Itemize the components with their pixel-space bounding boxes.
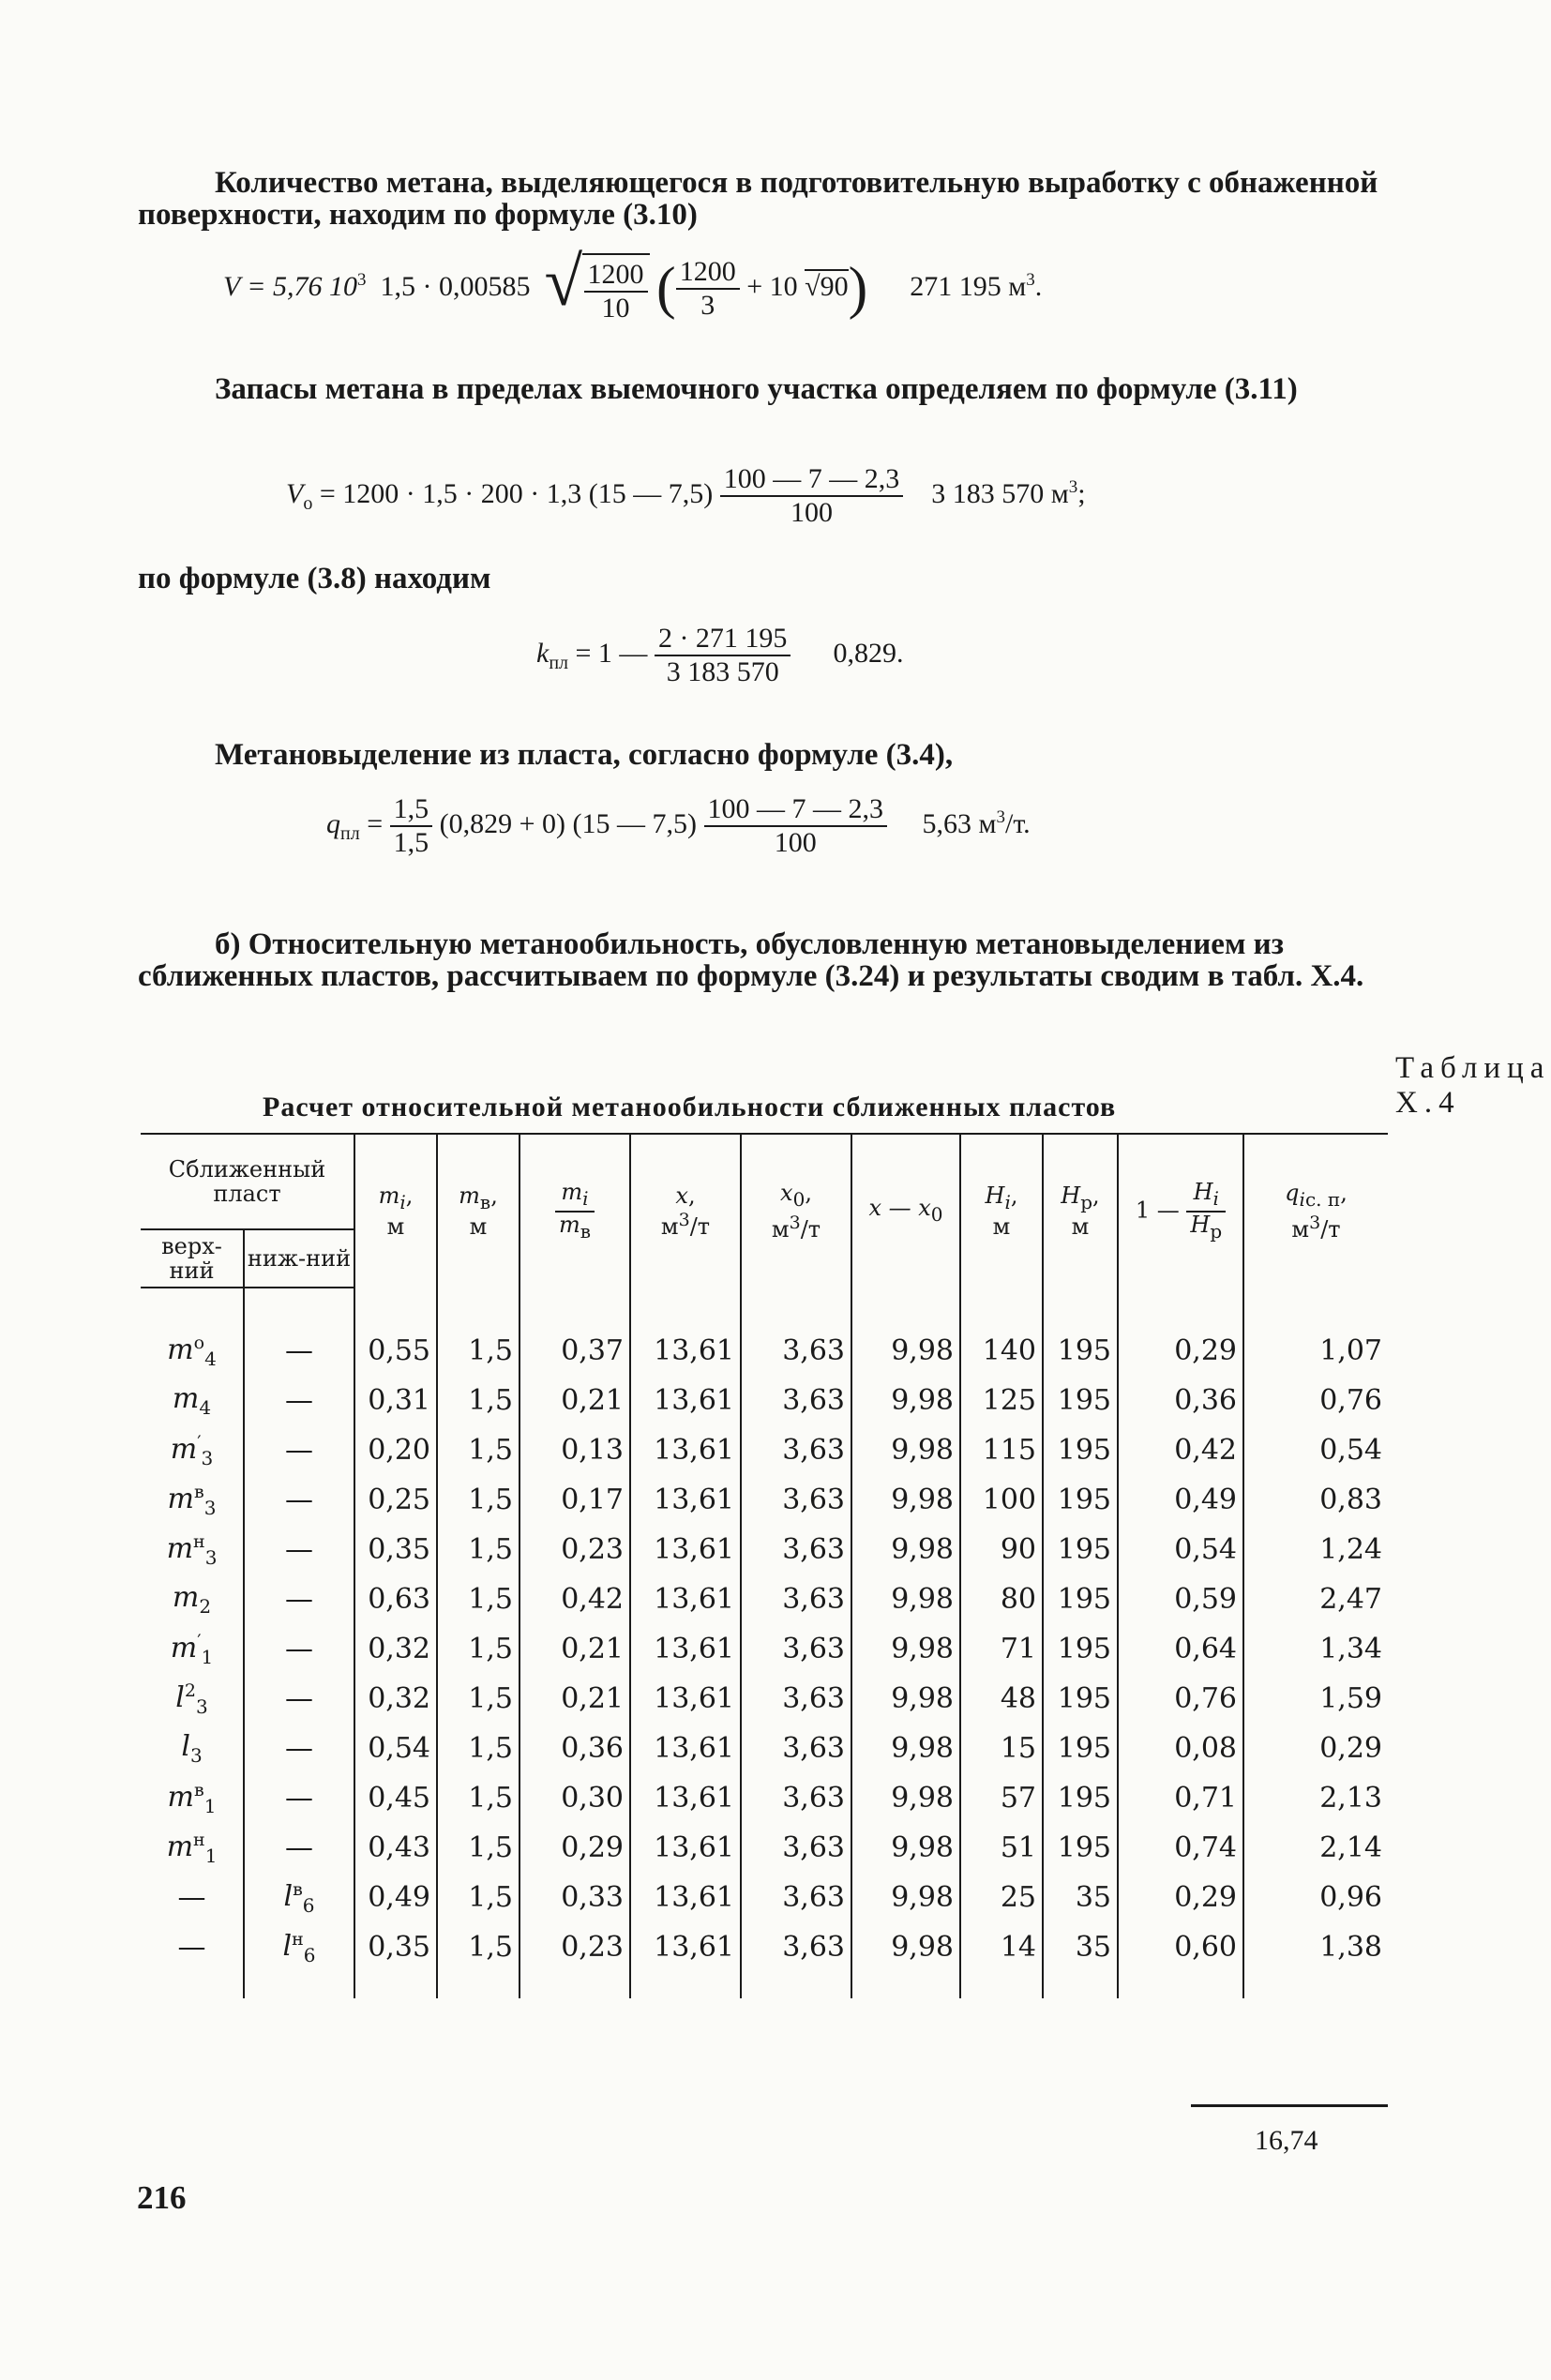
cell-hi: 100 [960,1475,1043,1525]
formula4-lhs: q [326,807,340,839]
cell-lower: — [244,1288,354,1376]
cell-diff: 9,98 [851,1873,960,1922]
formula1-lhs: V = 5,76 10 [223,270,358,302]
table-row [141,1425,1388,1475]
cell-x0: 3,63 [741,1922,851,1998]
header-x0: $x_0$, $м^3/т$ [741,1134,851,1288]
cell-mv: 1,5 [437,1574,520,1624]
cell-q: 1,34 [1243,1624,1388,1674]
cell-mi: 0,54 [354,1724,437,1773]
cell-hp: 195 [1043,1674,1118,1724]
methane-table [141,1133,1388,1998]
formula4-eq: = [359,807,384,839]
cell-lower: $l^н_6$ [244,1922,354,1998]
cell-h-ratio: 0,74 [1118,1823,1243,1873]
formula1-paren-close: ) [848,256,868,321]
formula1-factor: 1,5 · 0,00585 [380,270,531,302]
cell-x0: 3,63 [741,1475,851,1525]
cell-hp: 35 [1043,1873,1118,1922]
cell-mi: 0,25 [354,1475,437,1525]
cell-q: 2,14 [1243,1823,1388,1873]
cell-q: 2,13 [1243,1773,1388,1823]
cell-hi: 14 [960,1922,1043,1998]
cell-x0: 3,63 [741,1724,851,1773]
cell-hp: 35 [1043,1922,1118,1998]
cell-mi: 0,49 [354,1873,437,1922]
cell-hp: 195 [1043,1773,1118,1823]
cell-diff: 9,98 [851,1288,960,1376]
cell-h-ratio: 0,29 [1118,1873,1243,1922]
cell-lower: — [244,1525,354,1574]
cell-hp: 195 [1043,1624,1118,1674]
cell-x: 13,61 [630,1475,741,1525]
cell-diff: 9,98 [851,1922,960,1998]
table-row [141,1624,1388,1674]
header-h-ratio: 1 — $\frac{H_i}{H_р}$ [1118,1134,1243,1288]
formula3-lhs-sub: пл [549,652,569,673]
formula4-frac2-den: 100 [774,827,817,858]
table-caption: Таблица X.4 [1395,1051,1551,1120]
cell-lower: $l^в_6$ [244,1873,354,1922]
cell-upper: $m'_1$ [170,1630,214,1668]
cell-mv: 1,5 [437,1288,520,1376]
formula4-expr: (0,829 + 0) (15 — 7,5) [439,807,697,839]
formula4-frac2-num: 100 — 7 — 2,3 [704,793,888,827]
cell-mv: 1,5 [437,1823,520,1873]
cell-ratio: 0,13 [520,1425,630,1475]
cell-h-ratio: 0,08 [1118,1724,1243,1773]
cell-hi: 15 [960,1724,1043,1773]
cell-lower: — [244,1674,354,1724]
formula2-result: 3 183 570 м [931,477,1069,509]
cell-upper: $l_3$ [181,1730,203,1767]
cell-lower: — [244,1475,354,1525]
cell-upper: $m^н_1$ [166,1829,218,1867]
formula1-sqrt-den: 10 [601,293,630,324]
cell-x0: 3,63 [741,1574,851,1624]
formula-3-8 [536,623,903,688]
cell-ratio: 0,36 [520,1724,630,1773]
header-mi: $m_i$, м [354,1134,437,1288]
formula-3-10: V = 5,76 $10^3$ 1,5 · 0,00585 √ $\frac{1200}{10}$ ( $\frac{1200}{3}$ + 10 √90) 271 195 $м^3$. [223,244,1043,324]
cell-mi: 0,31 [354,1376,437,1425]
cell-upper: — [177,1881,206,1914]
cell-x: 13,61 [630,1376,741,1425]
cell-ratio: 0,23 [520,1525,630,1574]
paragraph-methane-surface: Количество метана, выделяющегося в подготовительную выработку с обнаженной поверхности, находим по формуле (3.10) [138,166,1378,232]
cell-mi: 0,35 [354,1922,437,1998]
cell-upper: $m'_3$ [170,1431,214,1469]
cell-hp: 195 [1043,1425,1118,1475]
cell-h-ratio: 0,64 [1118,1624,1243,1674]
cell-x0: 3,63 [741,1525,851,1574]
formula4-frac1-num: 1,5 [390,793,433,827]
cell-hp: 195 [1043,1724,1118,1773]
header-upper: верх-ний [141,1229,244,1288]
cell-hp: 195 [1043,1525,1118,1574]
cell-mi: 0,43 [354,1823,437,1873]
cell-mv: 1,5 [437,1425,520,1475]
cell-ratio: 0,23 [520,1922,630,1998]
cell-diff: 9,98 [851,1773,960,1823]
cell-q: 1,59 [1243,1674,1388,1724]
formula1-plus: + 10 [746,270,798,302]
cell-upper: $l^2_3$ [175,1680,208,1718]
paragraph-methane-reserves: Запасы метана в пределах выемочного участка определяем по формуле (3.11) [215,372,1298,406]
cell-hi: 51 [960,1823,1043,1873]
cell-lower: — [244,1823,354,1873]
table-row [141,1724,1388,1773]
cell-upper: $m^в_1$ [167,1779,217,1817]
cell-x: 13,61 [630,1624,741,1674]
cell-diff: 9,98 [851,1674,960,1724]
table-row [141,1823,1388,1873]
cell-mv: 1,5 [437,1724,520,1773]
cell-diff: 9,98 [851,1574,960,1624]
cell-mi: 0,45 [354,1773,437,1823]
table-body [141,1288,1388,1998]
cell-mv: 1,5 [437,1773,520,1823]
cell-q: 1,38 [1243,1922,1388,1998]
formula4-result: 5,63 м [922,807,997,839]
cell-lower: — [244,1624,354,1674]
cell-x0: 3,63 [741,1288,851,1376]
header-diff: x — $x_0$ [851,1134,960,1288]
cell-x0: 3,63 [741,1624,851,1674]
cell-ratio: 0,30 [520,1773,630,1823]
cell-mv: 1,5 [437,1376,520,1425]
total-rule [1191,2104,1388,2107]
cell-q: 0,76 [1243,1376,1388,1425]
cell-upper: $m_2$ [172,1581,212,1618]
cell-hi: 57 [960,1773,1043,1823]
cell-mi: 0,32 [354,1674,437,1724]
cell-diff: 9,98 [851,1724,960,1773]
table-title: Расчет относительной метанообильности сближенных пластов [263,1092,1117,1122]
cell-x: 13,61 [630,1773,741,1823]
cell-upper: $m_4$ [172,1382,212,1419]
formula1-frac-num: 1200 [676,256,740,290]
paragraph-relative-methane: б) Относительную метанообильность, обусловленную метановыделением из сближенных пластов, рассчитываем по формуле (3.24) и результаты сводим в табл. X.4. [138,927,1364,993]
header-hi: $H_i$, м [960,1134,1043,1288]
cell-x: 13,61 [630,1574,741,1624]
formula2-expr: = 1200 · 1,5 · 200 · 1,3 (15 — 7,5) [312,477,714,509]
table-row [141,1525,1388,1574]
cell-q: 0,29 [1243,1724,1388,1773]
formula1-sqrt: √ $\frac{1200}{10}$ [545,253,650,324]
cell-x: 13,61 [630,1922,741,1998]
cell-diff: 9,98 [851,1525,960,1574]
cell-ratio: 0,33 [520,1873,630,1922]
cell-hi: 80 [960,1574,1043,1624]
formula2-lhs: V [286,477,304,509]
header-hp: $H_р$, м [1043,1134,1118,1288]
cell-h-ratio: 0,71 [1118,1773,1243,1823]
cell-q: 0,96 [1243,1873,1388,1922]
table-row [141,1475,1388,1525]
header-group: Сближенный пласт [141,1134,354,1229]
cell-ratio: 0,42 [520,1574,630,1624]
formula2-result-exp: 3 [1068,476,1078,497]
cell-upper: $m^в_3$ [167,1481,217,1519]
formula2-frac-num: 100 — 7 — 2,3 [720,463,904,497]
cell-mv: 1,5 [437,1525,520,1574]
cell-upper: $m^о_4$ [167,1332,217,1370]
cell-mi: 0,35 [354,1525,437,1574]
cell-lower: — [244,1376,354,1425]
cell-x0: 3,63 [741,1425,851,1475]
cell-mi: 0,55 [354,1288,437,1376]
cell-ratio: 0,37 [520,1288,630,1376]
formula4-result-end: /т. [1004,807,1031,839]
formula1-sqrt-arg: 90 [820,270,849,302]
cell-diff: 9,98 [851,1624,960,1674]
cell-hi: 140 [960,1288,1043,1376]
header-mv: $m_в$, м [437,1134,520,1288]
table-row [141,1674,1388,1724]
cell-hi: 48 [960,1674,1043,1724]
cell-mv: 1,5 [437,1922,520,1998]
cell-h-ratio: 0,29 [1118,1288,1243,1376]
cell-upper: $m^н_3$ [166,1530,218,1569]
formula2-lhs-sub: о [303,492,313,514]
header-ratio: $\frac{m_i}{m_в}$ [520,1134,630,1288]
formula1-result: 271 195 м [910,270,1027,302]
cell-q: 1,24 [1243,1525,1388,1574]
cell-h-ratio: 0,42 [1118,1425,1243,1475]
cell-x: 13,61 [630,1823,741,1873]
cell-lower: — [244,1773,354,1823]
formula-3-4 [326,793,1031,859]
cell-h-ratio: 0,76 [1118,1674,1243,1724]
cell-x: 13,61 [630,1288,741,1376]
cell-ratio: 0,29 [520,1823,630,1873]
cell-lower: — [244,1724,354,1773]
cell-upper: — [177,1931,206,1964]
cell-hi: 115 [960,1425,1043,1475]
cell-hi: 25 [960,1873,1043,1922]
cell-x0: 3,63 [741,1873,851,1922]
cell-mv: 1,5 [437,1475,520,1525]
cell-ratio: 0,21 [520,1624,630,1674]
cell-ratio: 0,21 [520,1376,630,1425]
table-row [141,1288,1388,1376]
cell-h-ratio: 0,54 [1118,1525,1243,1574]
cell-x: 13,61 [630,1425,741,1475]
cell-hp: 195 [1043,1288,1118,1376]
cell-x0: 3,63 [741,1376,851,1425]
formula1-result-end: . [1034,270,1043,302]
cell-x: 13,61 [630,1525,741,1574]
cell-h-ratio: 0,59 [1118,1574,1243,1624]
cell-x0: 3,63 [741,1823,851,1873]
cell-x0: 3,63 [741,1674,851,1724]
cell-mv: 1,5 [437,1873,520,1922]
cell-diff: 9,98 [851,1425,960,1475]
formula1-paren-open: ( [656,256,676,321]
cell-x: 13,61 [630,1724,741,1773]
cell-q: 1,07 [1243,1288,1388,1376]
cell-lower: — [244,1425,354,1475]
formula2-frac-den: 100 [790,497,833,528]
header-x: x, $м^3/т$ [630,1134,741,1288]
table-row [141,1773,1388,1823]
cell-q: 2,47 [1243,1574,1388,1624]
formula1-frac-den: 3 [700,290,715,321]
cell-mi: 0,63 [354,1574,437,1624]
cell-hp: 195 [1043,1475,1118,1525]
table-row [141,1873,1388,1922]
cell-ratio: 0,21 [520,1674,630,1724]
cell-h-ratio: 0,49 [1118,1475,1243,1525]
table-total: 16,74 [1255,2125,1318,2156]
cell-h-ratio: 0,36 [1118,1376,1243,1425]
cell-x0: 3,63 [741,1773,851,1823]
cell-diff: 9,98 [851,1376,960,1425]
formula2-result-end: ; [1077,477,1086,509]
paragraph-methane-emission: Метановыделение из пласта, согласно формуле (3.4), [215,738,954,772]
page-number: 216 [137,2179,187,2216]
paragraph-formula-3-8: по формуле (3.8) находим [138,562,491,595]
cell-x: 13,61 [630,1873,741,1922]
cell-mi: 0,20 [354,1425,437,1475]
cell-mv: 1,5 [437,1624,520,1674]
cell-h-ratio: 0,60 [1118,1922,1243,1998]
cell-hi: 90 [960,1525,1043,1574]
cell-q: 0,83 [1243,1475,1388,1525]
cell-mv: 1,5 [437,1674,520,1724]
cell-hp: 195 [1043,1574,1118,1624]
formula4-result-exp: 3 [996,806,1005,827]
cell-diff: 9,98 [851,1823,960,1873]
cell-diff: 9,98 [851,1475,960,1525]
cell-mi: 0,32 [354,1624,437,1674]
formula1-sqrt-num: 1200 [584,259,648,293]
cell-hi: 125 [960,1376,1043,1425]
cell-hp: 195 [1043,1823,1118,1873]
header-lower: ниж-ний [244,1229,354,1288]
cell-x: 13,61 [630,1674,741,1724]
formula-3-11 [286,463,1086,529]
formula4-frac1-den: 1,5 [393,827,429,858]
formula3-frac-num: 2 · 271 195 [655,623,791,656]
cell-hi: 71 [960,1624,1043,1674]
formula3-frac-den: 3 183 570 [666,656,779,687]
formula3-result: 0,829. [833,637,904,669]
cell-q: 0,54 [1243,1425,1388,1475]
formula3-expr: = 1 — [568,637,648,669]
cell-lower: — [244,1574,354,1624]
formula4-lhs-sub: пл [340,822,360,844]
formula1-result-exp: 3 [1026,269,1035,290]
cell-ratio: 0,17 [520,1475,630,1525]
header-q: $q_{iс. п}$, $м^3/т$ [1243,1134,1388,1288]
formula3-lhs: k [536,637,550,669]
formula1-lhs-exp: 3 [357,269,367,290]
table-row [141,1376,1388,1425]
cell-hp: 195 [1043,1376,1118,1425]
table-row [141,1922,1388,1998]
table-row [141,1574,1388,1624]
